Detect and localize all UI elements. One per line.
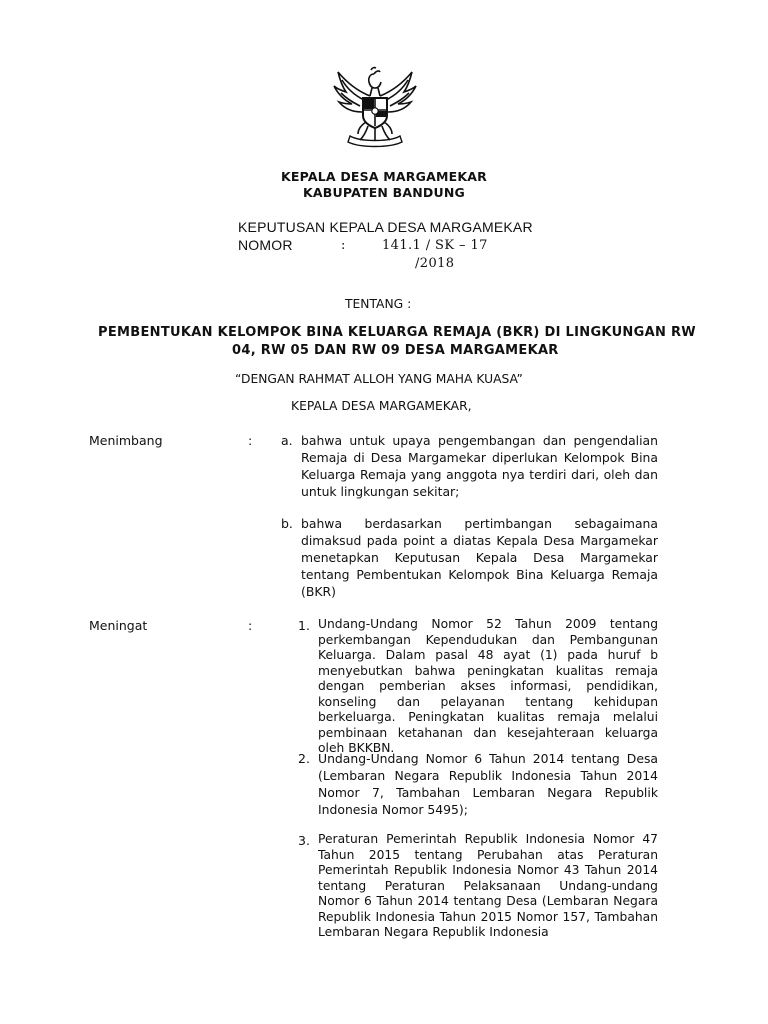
blessing-text: “DENGAN RAHMAT ALLOH YANG MAHA KUASA” xyxy=(235,372,523,386)
mengingat-item-1-text: Undang-Undang Nomor 52 Tahun 2009 tentang perkembangan Kependudukan dan Pembangunan Keluarga. Dalam pasal 48 ayat (1) pada huruf b menyebutkan bahwa peningkatan kualitas remaja dengan pemberian akses informasi, pendidikan, konseling dan pelayanan tentang kehidupan berkeluarga. Peningkatan kualitas remaja melalui pembinaan ketahanan dan kesejahteraan keluarga oleh BKKBN. xyxy=(318,617,658,755)
decree-number-label: NOMOR xyxy=(238,237,293,253)
menimbang-label: Menimbang xyxy=(89,433,163,448)
tentang-label: TENTANG : xyxy=(345,297,412,311)
issuer-regency: KABUPATEN BANDUNG xyxy=(303,185,465,200)
decree-number-year: /2018 xyxy=(415,256,455,271)
mengingat-item-3-marker: 3. xyxy=(298,833,310,848)
menimbang-colon: : xyxy=(248,433,253,448)
menimbang-item-a-marker: a. xyxy=(281,433,293,448)
menimbang-item-b-marker: b. xyxy=(281,516,293,531)
decree-number-value: 141.1 / SK – 17 xyxy=(382,238,488,253)
decree-number-colon: : xyxy=(341,238,346,253)
decree-title: KEPUTUSAN KEPALA DESA MARGAMEKAR xyxy=(238,219,533,235)
subject-line-2: 04, RW 05 DAN RW 09 DESA MARGAMEKAR xyxy=(232,343,559,358)
garuda-emblem-icon xyxy=(330,66,420,150)
mengingat-label: Meningat xyxy=(89,618,148,633)
menimbang-item-a-text: bahwa untuk upaya pengembangan dan pengendalian Remaja di Desa Margamekar diperlukan Kelompok Bina Keluarga Remaja yang anggota nya terdiri dari, oleh dan untuk lingkungan sekitar; xyxy=(301,433,658,499)
mengingat-item-2-text: Undang-Undang Nomor 6 Tahun 2014 tentang Desa (Lembaran Negara Republik Indonesia Tahun 2014 Nomor 7, Tambahan Lembaran Negara Republik Indonesia Nomor 5495); xyxy=(318,751,658,817)
mengingat-item-3-text: Peraturan Pemerintah Republik Indonesia Nomor 47 Tahun 2015 tentang Perubahan atas Peraturan Pemerintah Republik Indonesia Nomor 43 Tahun 2014 tentang Peraturan Pelaksanaan Undang-undang Nomor 6 Tahun 2014 tentang Desa (Lembaran Negara Republik Indonesia Tahun 2015 Nomor 157, Tambahan Lembaran Negara Republik Indonesia xyxy=(318,832,658,939)
menimbang-item-b-text: bahwa berdasarkan pertimbangan sebagaimana dimaksud pada point a diatas Kepala Desa Margamekar menetapkan Keputusan Kepala Desa Margamekar tentang Pembentukan Kelompok Bina Keluarga Remaja (BKR) xyxy=(301,516,658,599)
authority-text: KEPALA DESA MARGAMEKAR, xyxy=(291,399,472,413)
subject-line-1: PEMBENTUKAN KELOMPOK BINA KELUARGA REMAJA (BKR) DI LINGKUNGAN RW xyxy=(98,325,696,340)
mengingat-colon: : xyxy=(248,618,253,633)
issuer-title: KEPALA DESA MARGAMEKAR xyxy=(281,169,487,184)
mengingat-item-2-marker: 2. xyxy=(298,751,310,766)
mengingat-item-1-marker: 1. xyxy=(298,618,310,633)
